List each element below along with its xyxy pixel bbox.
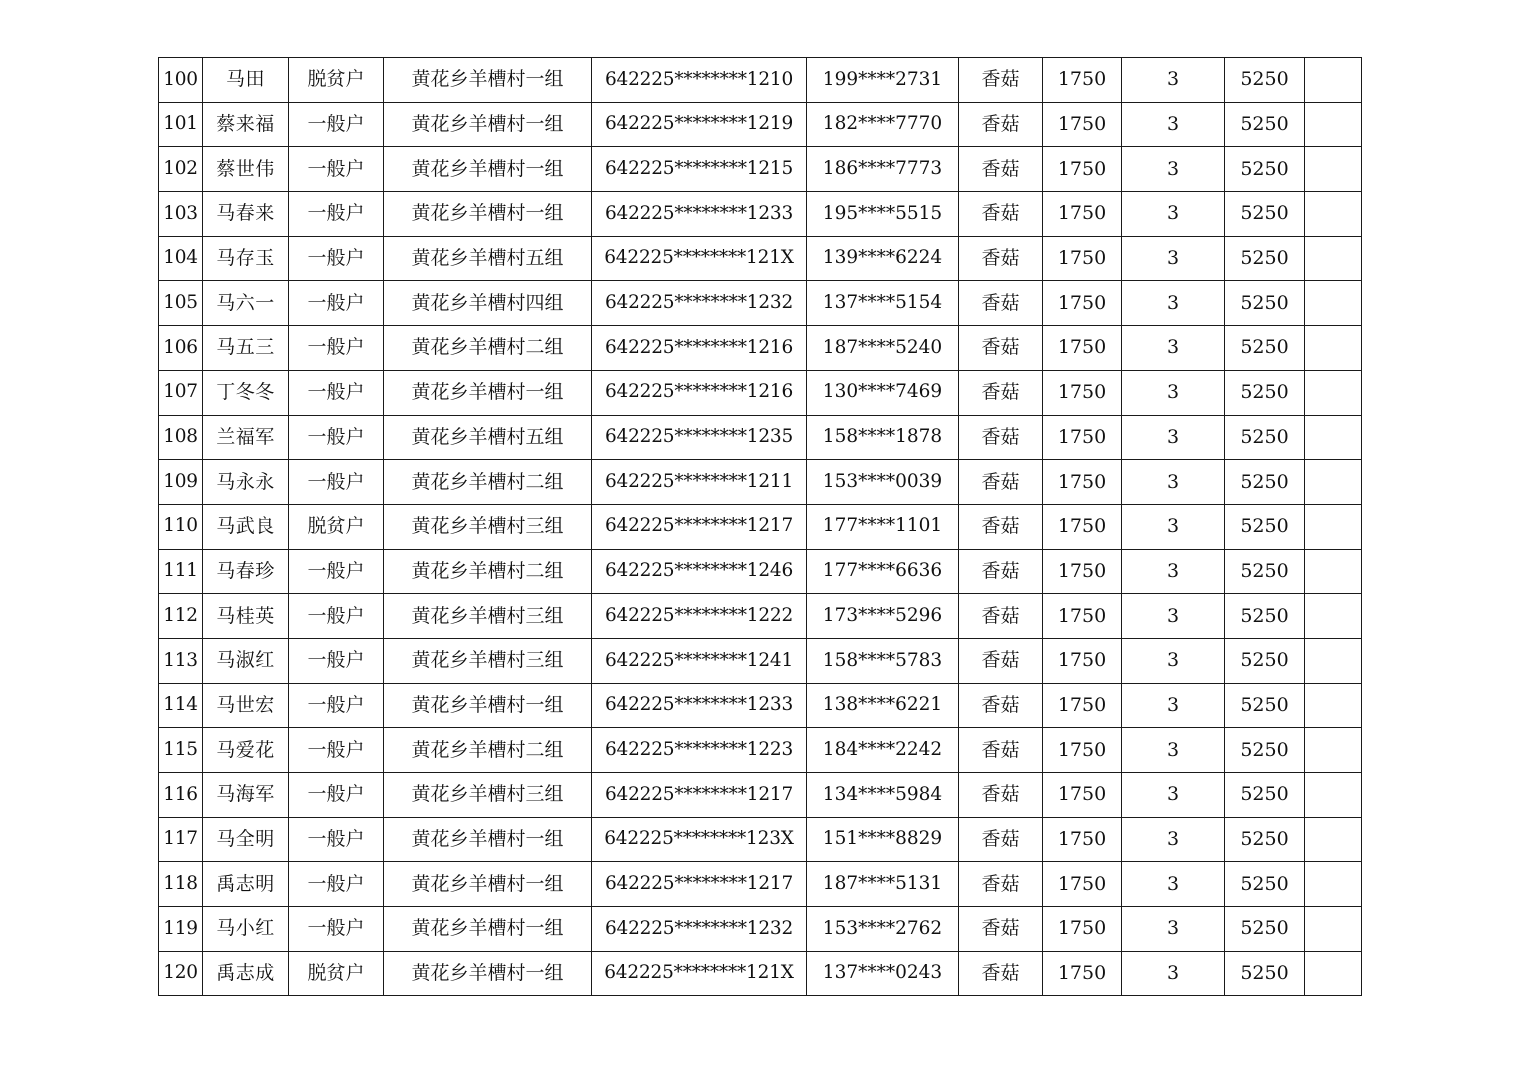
phone-cell: 151****8829 — [807, 817, 959, 862]
remark-cell — [1305, 236, 1362, 281]
address-cell: 黄花乡羊槽村一组 — [384, 58, 592, 103]
remark-cell — [1305, 549, 1362, 594]
phone-cell: 153****0039 — [807, 460, 959, 505]
amount-cell: 5250 — [1225, 370, 1305, 415]
crop-cell: 香菇 — [959, 102, 1043, 147]
crop-cell: 香菇 — [959, 370, 1043, 415]
quantity-cell: 3 — [1122, 192, 1225, 237]
quantity-cell: 3 — [1122, 773, 1225, 818]
address-cell: 黄花乡羊槽村二组 — [384, 460, 592, 505]
row-number-cell: 100 — [159, 58, 203, 103]
id-number-cell: 642225********1233 — [592, 683, 807, 728]
quantity-cell: 3 — [1122, 817, 1225, 862]
table-row — [159, 370, 1362, 415]
remark-cell — [1305, 102, 1362, 147]
row-number-cell: 104 — [159, 236, 203, 281]
name-cell: 禹志成 — [203, 951, 289, 996]
phone-cell: 158****5783 — [807, 638, 959, 683]
id-number-cell: 642225********121X — [592, 236, 807, 281]
crop-cell: 香菇 — [959, 773, 1043, 818]
phone-cell: 138****6221 — [807, 683, 959, 728]
remark-cell — [1305, 638, 1362, 683]
amount-cell: 5250 — [1225, 907, 1305, 952]
quantity-cell: 3 — [1122, 951, 1225, 996]
quantity-cell: 3 — [1122, 549, 1225, 594]
amount-cell: 5250 — [1225, 638, 1305, 683]
household-type-cell: 一般户 — [289, 370, 384, 415]
unit-price-cell: 1750 — [1043, 817, 1122, 862]
id-number-cell: 642225********1232 — [592, 281, 807, 326]
amount-cell: 5250 — [1225, 236, 1305, 281]
table-row — [159, 773, 1362, 818]
address-cell: 黄花乡羊槽村二组 — [384, 549, 592, 594]
phone-cell: 187****5131 — [807, 862, 959, 907]
remark-cell — [1305, 147, 1362, 192]
table-row — [159, 728, 1362, 773]
quantity-cell: 3 — [1122, 460, 1225, 505]
household-type-cell: 一般户 — [289, 728, 384, 773]
amount-cell: 5250 — [1225, 817, 1305, 862]
quantity-cell: 3 — [1122, 102, 1225, 147]
table-row — [159, 415, 1362, 460]
amount-cell: 5250 — [1225, 594, 1305, 639]
amount-cell: 5250 — [1225, 683, 1305, 728]
unit-price-cell: 1750 — [1043, 862, 1122, 907]
name-cell: 马小红 — [203, 907, 289, 952]
unit-price-cell: 1750 — [1043, 460, 1122, 505]
crop-cell: 香菇 — [959, 326, 1043, 371]
phone-cell: 134****5984 — [807, 773, 959, 818]
table-row — [159, 326, 1362, 371]
amount-cell: 5250 — [1225, 728, 1305, 773]
table-row — [159, 683, 1362, 728]
name-cell: 兰福军 — [203, 415, 289, 460]
name-cell: 蔡世伟 — [203, 147, 289, 192]
unit-price-cell: 1750 — [1043, 504, 1122, 549]
quantity-cell: 3 — [1122, 147, 1225, 192]
remark-cell — [1305, 683, 1362, 728]
remark-cell — [1305, 58, 1362, 103]
amount-cell: 5250 — [1225, 504, 1305, 549]
phone-cell: 139****6224 — [807, 236, 959, 281]
unit-price-cell: 1750 — [1043, 728, 1122, 773]
unit-price-cell: 1750 — [1043, 236, 1122, 281]
address-cell: 黄花乡羊槽村一组 — [384, 683, 592, 728]
crop-cell: 香菇 — [959, 549, 1043, 594]
crop-cell: 香菇 — [959, 504, 1043, 549]
table-row — [159, 147, 1362, 192]
household-type-cell: 一般户 — [289, 281, 384, 326]
household-type-cell: 一般户 — [289, 147, 384, 192]
name-cell: 马春来 — [203, 192, 289, 237]
quantity-cell: 3 — [1122, 638, 1225, 683]
unit-price-cell: 1750 — [1043, 102, 1122, 147]
address-cell: 黄花乡羊槽村一组 — [384, 147, 592, 192]
address-cell: 黄花乡羊槽村三组 — [384, 594, 592, 639]
household-type-cell: 脱贫户 — [289, 504, 384, 549]
crop-cell: 香菇 — [959, 460, 1043, 505]
amount-cell: 5250 — [1225, 192, 1305, 237]
crop-cell: 香菇 — [959, 192, 1043, 237]
name-cell: 马淑红 — [203, 638, 289, 683]
row-number-cell: 109 — [159, 460, 203, 505]
quantity-cell: 3 — [1122, 862, 1225, 907]
amount-cell: 5250 — [1225, 773, 1305, 818]
phone-cell: 153****2762 — [807, 907, 959, 952]
household-type-cell: 一般户 — [289, 907, 384, 952]
id-number-cell: 642225********1216 — [592, 326, 807, 371]
row-number-cell: 107 — [159, 370, 203, 415]
id-number-cell: 642225********1217 — [592, 862, 807, 907]
name-cell: 马六一 — [203, 281, 289, 326]
unit-price-cell: 1750 — [1043, 58, 1122, 103]
row-number-cell: 113 — [159, 638, 203, 683]
amount-cell: 5250 — [1225, 951, 1305, 996]
name-cell: 马爱花 — [203, 728, 289, 773]
crop-cell: 香菇 — [959, 862, 1043, 907]
row-number-cell: 111 — [159, 549, 203, 594]
name-cell: 马田 — [203, 58, 289, 103]
address-cell: 黄花乡羊槽村一组 — [384, 951, 592, 996]
name-cell: 禹志明 — [203, 862, 289, 907]
id-number-cell: 642225********1223 — [592, 728, 807, 773]
household-type-cell: 一般户 — [289, 102, 384, 147]
unit-price-cell: 1750 — [1043, 683, 1122, 728]
table-body — [159, 58, 1362, 996]
row-number-cell: 110 — [159, 504, 203, 549]
remark-cell — [1305, 773, 1362, 818]
row-number-cell: 108 — [159, 415, 203, 460]
row-number-cell: 105 — [159, 281, 203, 326]
household-type-cell: 一般户 — [289, 549, 384, 594]
name-cell: 马桂英 — [203, 594, 289, 639]
row-number-cell: 118 — [159, 862, 203, 907]
table-row — [159, 192, 1362, 237]
remark-cell — [1305, 728, 1362, 773]
crop-cell: 香菇 — [959, 281, 1043, 326]
id-number-cell: 642225********1217 — [592, 773, 807, 818]
table-row — [159, 460, 1362, 505]
beneficiary-table — [158, 57, 1362, 996]
row-number-cell: 106 — [159, 326, 203, 371]
household-type-cell: 一般户 — [289, 638, 384, 683]
unit-price-cell: 1750 — [1043, 370, 1122, 415]
table-row — [159, 638, 1362, 683]
remark-cell — [1305, 192, 1362, 237]
amount-cell: 5250 — [1225, 549, 1305, 594]
crop-cell: 香菇 — [959, 683, 1043, 728]
crop-cell: 香菇 — [959, 951, 1043, 996]
amount-cell: 5250 — [1225, 281, 1305, 326]
crop-cell: 香菇 — [959, 147, 1043, 192]
quantity-cell: 3 — [1122, 504, 1225, 549]
table-row — [159, 549, 1362, 594]
address-cell: 黄花乡羊槽村一组 — [384, 907, 592, 952]
household-type-cell: 一般户 — [289, 415, 384, 460]
crop-cell: 香菇 — [959, 236, 1043, 281]
name-cell: 马世宏 — [203, 683, 289, 728]
address-cell: 黄花乡羊槽村三组 — [384, 773, 592, 818]
name-cell: 马春珍 — [203, 549, 289, 594]
table-row — [159, 817, 1362, 862]
remark-cell — [1305, 415, 1362, 460]
name-cell: 马海军 — [203, 773, 289, 818]
household-type-cell: 一般户 — [289, 460, 384, 505]
address-cell: 黄花乡羊槽村四组 — [384, 281, 592, 326]
quantity-cell: 3 — [1122, 594, 1225, 639]
address-cell: 黄花乡羊槽村二组 — [384, 728, 592, 773]
remark-cell — [1305, 817, 1362, 862]
phone-cell: 177****1101 — [807, 504, 959, 549]
remark-cell — [1305, 862, 1362, 907]
row-number-cell: 119 — [159, 907, 203, 952]
unit-price-cell: 1750 — [1043, 773, 1122, 818]
address-cell: 黄花乡羊槽村一组 — [384, 192, 592, 237]
amount-cell: 5250 — [1225, 326, 1305, 371]
unit-price-cell: 1750 — [1043, 549, 1122, 594]
remark-cell — [1305, 281, 1362, 326]
crop-cell: 香菇 — [959, 58, 1043, 103]
address-cell: 黄花乡羊槽村一组 — [384, 370, 592, 415]
phone-cell: 199****2731 — [807, 58, 959, 103]
crop-cell: 香菇 — [959, 728, 1043, 773]
phone-cell: 182****7770 — [807, 102, 959, 147]
id-number-cell: 642225********1246 — [592, 549, 807, 594]
remark-cell — [1305, 594, 1362, 639]
quantity-cell: 3 — [1122, 683, 1225, 728]
row-number-cell: 112 — [159, 594, 203, 639]
crop-cell: 香菇 — [959, 817, 1043, 862]
remark-cell — [1305, 460, 1362, 505]
address-cell: 黄花乡羊槽村三组 — [384, 504, 592, 549]
address-cell: 黄花乡羊槽村二组 — [384, 326, 592, 371]
id-number-cell: 642225********1241 — [592, 638, 807, 683]
phone-cell: 184****2242 — [807, 728, 959, 773]
phone-cell: 158****1878 — [807, 415, 959, 460]
address-cell: 黄花乡羊槽村五组 — [384, 415, 592, 460]
name-cell: 马永永 — [203, 460, 289, 505]
amount-cell: 5250 — [1225, 102, 1305, 147]
unit-price-cell: 1750 — [1043, 594, 1122, 639]
household-type-cell: 一般户 — [289, 773, 384, 818]
phone-cell: 130****7469 — [807, 370, 959, 415]
household-type-cell: 一般户 — [289, 236, 384, 281]
address-cell: 黄花乡羊槽村三组 — [384, 638, 592, 683]
unit-price-cell: 1750 — [1043, 415, 1122, 460]
remark-cell — [1305, 370, 1362, 415]
table-row — [159, 594, 1362, 639]
crop-cell: 香菇 — [959, 594, 1043, 639]
amount-cell: 5250 — [1225, 460, 1305, 505]
id-number-cell: 642225********1233 — [592, 192, 807, 237]
phone-cell: 177****6636 — [807, 549, 959, 594]
remark-cell — [1305, 907, 1362, 952]
row-number-cell: 101 — [159, 102, 203, 147]
id-number-cell: 642225********1216 — [592, 370, 807, 415]
household-type-cell: 脱贫户 — [289, 58, 384, 103]
amount-cell: 5250 — [1225, 862, 1305, 907]
table-row — [159, 504, 1362, 549]
id-number-cell: 642225********1232 — [592, 907, 807, 952]
id-number-cell: 642225********1222 — [592, 594, 807, 639]
address-cell: 黄花乡羊槽村五组 — [384, 236, 592, 281]
row-number-cell: 117 — [159, 817, 203, 862]
quantity-cell: 3 — [1122, 370, 1225, 415]
id-number-cell: 642225********1217 — [592, 504, 807, 549]
address-cell: 黄花乡羊槽村一组 — [384, 862, 592, 907]
household-type-cell: 一般户 — [289, 817, 384, 862]
id-number-cell: 642225********1235 — [592, 415, 807, 460]
table-row — [159, 951, 1362, 996]
row-number-cell: 114 — [159, 683, 203, 728]
household-type-cell: 一般户 — [289, 683, 384, 728]
quantity-cell: 3 — [1122, 58, 1225, 103]
quantity-cell: 3 — [1122, 326, 1225, 371]
id-number-cell: 642225********121X — [592, 951, 807, 996]
quantity-cell: 3 — [1122, 907, 1225, 952]
phone-cell: 187****5240 — [807, 326, 959, 371]
amount-cell: 5250 — [1225, 415, 1305, 460]
id-number-cell: 642225********123X — [592, 817, 807, 862]
household-type-cell: 一般户 — [289, 594, 384, 639]
household-type-cell: 一般户 — [289, 326, 384, 371]
name-cell: 马存玉 — [203, 236, 289, 281]
name-cell: 丁冬冬 — [203, 370, 289, 415]
crop-cell: 香菇 — [959, 638, 1043, 683]
phone-cell: 173****5296 — [807, 594, 959, 639]
quantity-cell: 3 — [1122, 281, 1225, 326]
id-number-cell: 642225********1211 — [592, 460, 807, 505]
remark-cell — [1305, 951, 1362, 996]
unit-price-cell: 1750 — [1043, 326, 1122, 371]
row-number-cell: 115 — [159, 728, 203, 773]
amount-cell: 5250 — [1225, 147, 1305, 192]
phone-cell: 195****5515 — [807, 192, 959, 237]
household-type-cell: 一般户 — [289, 862, 384, 907]
unit-price-cell: 1750 — [1043, 281, 1122, 326]
row-number-cell: 116 — [159, 773, 203, 818]
phone-cell: 137****0243 — [807, 951, 959, 996]
quantity-cell: 3 — [1122, 728, 1225, 773]
name-cell: 马全明 — [203, 817, 289, 862]
remark-cell — [1305, 504, 1362, 549]
id-number-cell: 642225********1219 — [592, 102, 807, 147]
table-row — [159, 58, 1362, 103]
table-row — [159, 236, 1362, 281]
phone-cell: 186****7773 — [807, 147, 959, 192]
name-cell: 马五三 — [203, 326, 289, 371]
name-cell: 马武良 — [203, 504, 289, 549]
unit-price-cell: 1750 — [1043, 951, 1122, 996]
unit-price-cell: 1750 — [1043, 147, 1122, 192]
quantity-cell: 3 — [1122, 236, 1225, 281]
crop-cell: 香菇 — [959, 415, 1043, 460]
amount-cell: 5250 — [1225, 58, 1305, 103]
remark-cell — [1305, 326, 1362, 371]
id-number-cell: 642225********1210 — [592, 58, 807, 103]
address-cell: 黄花乡羊槽村一组 — [384, 102, 592, 147]
phone-cell: 137****5154 — [807, 281, 959, 326]
crop-cell: 香菇 — [959, 907, 1043, 952]
unit-price-cell: 1750 — [1043, 907, 1122, 952]
row-number-cell: 102 — [159, 147, 203, 192]
household-type-cell: 一般户 — [289, 192, 384, 237]
name-cell: 蔡来福 — [203, 102, 289, 147]
id-number-cell: 642225********1215 — [592, 147, 807, 192]
quantity-cell: 3 — [1122, 415, 1225, 460]
row-number-cell: 103 — [159, 192, 203, 237]
table-row — [159, 862, 1362, 907]
address-cell: 黄花乡羊槽村一组 — [384, 817, 592, 862]
table-row — [159, 281, 1362, 326]
row-number-cell: 120 — [159, 951, 203, 996]
household-type-cell: 脱贫户 — [289, 951, 384, 996]
table-row — [159, 907, 1362, 952]
unit-price-cell: 1750 — [1043, 192, 1122, 237]
unit-price-cell: 1750 — [1043, 638, 1122, 683]
table-row — [159, 102, 1362, 147]
